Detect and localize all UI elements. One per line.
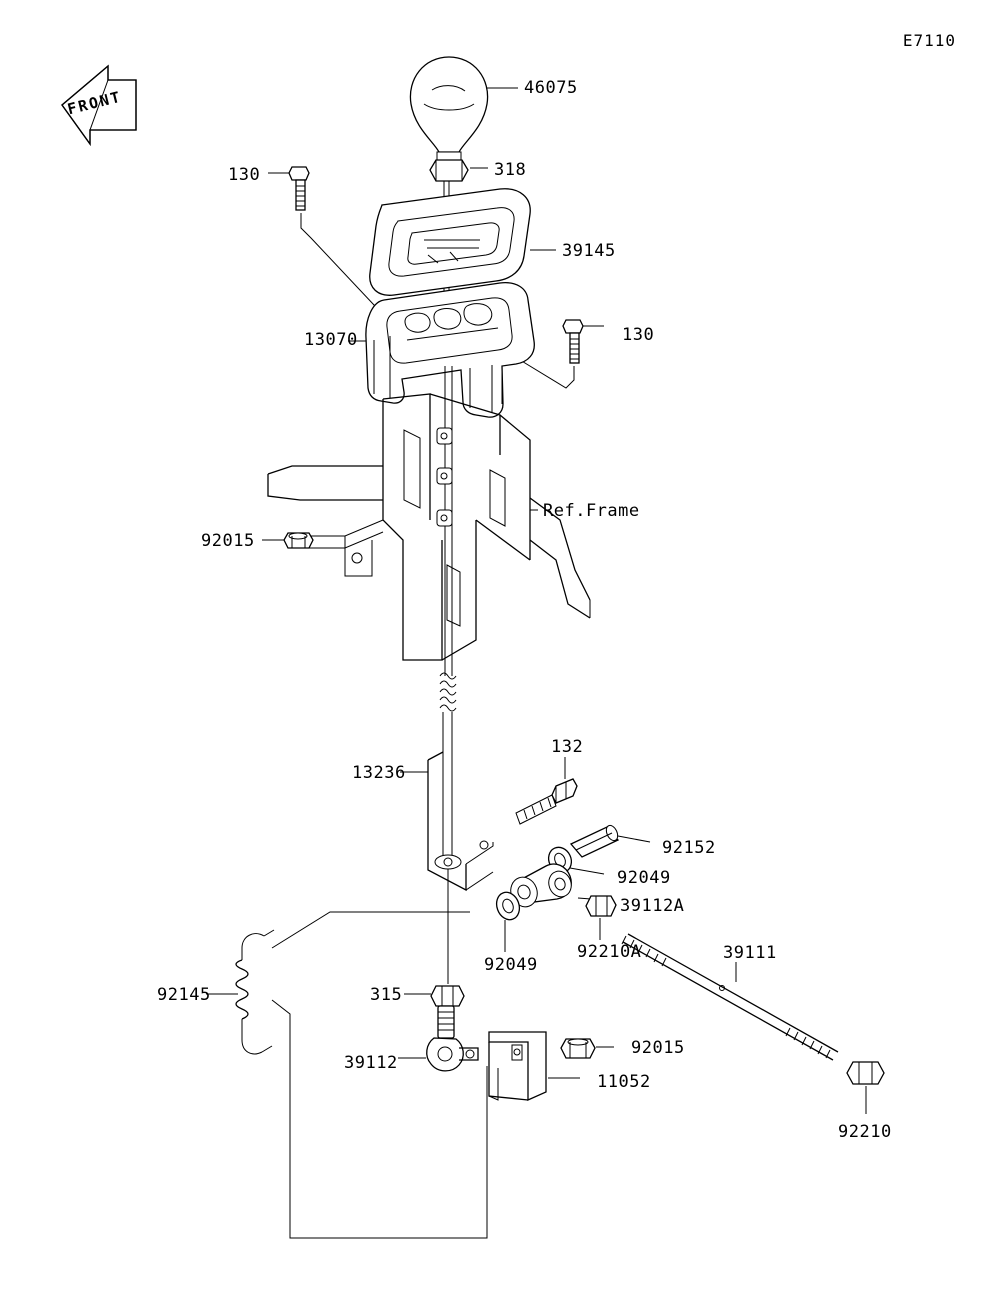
- part-spring-92145: [236, 930, 274, 1054]
- part-label-92015-left: 92015: [201, 531, 255, 551]
- part-nut-315: [431, 986, 464, 1006]
- part-label-92145: 92145: [157, 985, 211, 1005]
- part-label-39112A: 39112A: [620, 896, 685, 916]
- part-label-92049-left: 92049: [484, 955, 538, 975]
- part-nut-92015-lower: [561, 1039, 595, 1058]
- part-shift-boot-39145: [370, 189, 530, 296]
- part-label-39111: 39111: [723, 943, 777, 963]
- part-nut-92015-left: [284, 533, 313, 548]
- part-collar-92152: [571, 824, 620, 857]
- part-label-130-left: 130: [228, 165, 261, 185]
- part-label-13070: 13070: [304, 330, 358, 350]
- part-bolt-130-left: [289, 167, 309, 210]
- diagram-code: E7110: [902, 31, 956, 50]
- part-label-ref-frame: Ref.Frame: [543, 501, 640, 521]
- part-shift-knob-46075: [410, 57, 487, 160]
- part-label-130-right: 130: [622, 325, 655, 345]
- part-shift-rod-13236: [428, 673, 493, 984]
- part-nut-92210: [847, 1062, 884, 1084]
- part-nut-92210A: [586, 896, 616, 916]
- part-label-46075: 46075: [524, 78, 578, 98]
- part-label-39145: 39145: [562, 241, 616, 261]
- part-label-92015-lower: 92015: [631, 1038, 685, 1058]
- part-label-315: 315: [370, 985, 403, 1005]
- part-label-132: 132: [551, 737, 584, 757]
- front-badge-label: FRONT: [65, 87, 124, 119]
- part-label-92210: 92210: [838, 1122, 892, 1142]
- part-shift-gate-13070: [366, 283, 534, 417]
- part-rod-end-39112: [427, 1006, 478, 1071]
- part-label-39112: 39112: [344, 1053, 398, 1073]
- part-bracket-11052: [489, 1032, 546, 1100]
- part-label-92210A: 92210A: [577, 942, 642, 962]
- part-frame-reference: [268, 394, 590, 660]
- part-label-92152: 92152: [662, 838, 716, 858]
- part-label-318: 318: [494, 160, 527, 180]
- part-bolt-132: [516, 779, 577, 824]
- part-label-13236: 13236: [352, 763, 406, 783]
- part-label-11052: 11052: [597, 1072, 651, 1092]
- part-label-92049-right: 92049: [617, 868, 671, 888]
- part-nut-318: [430, 160, 468, 181]
- part-bolt-130-right: [563, 320, 583, 363]
